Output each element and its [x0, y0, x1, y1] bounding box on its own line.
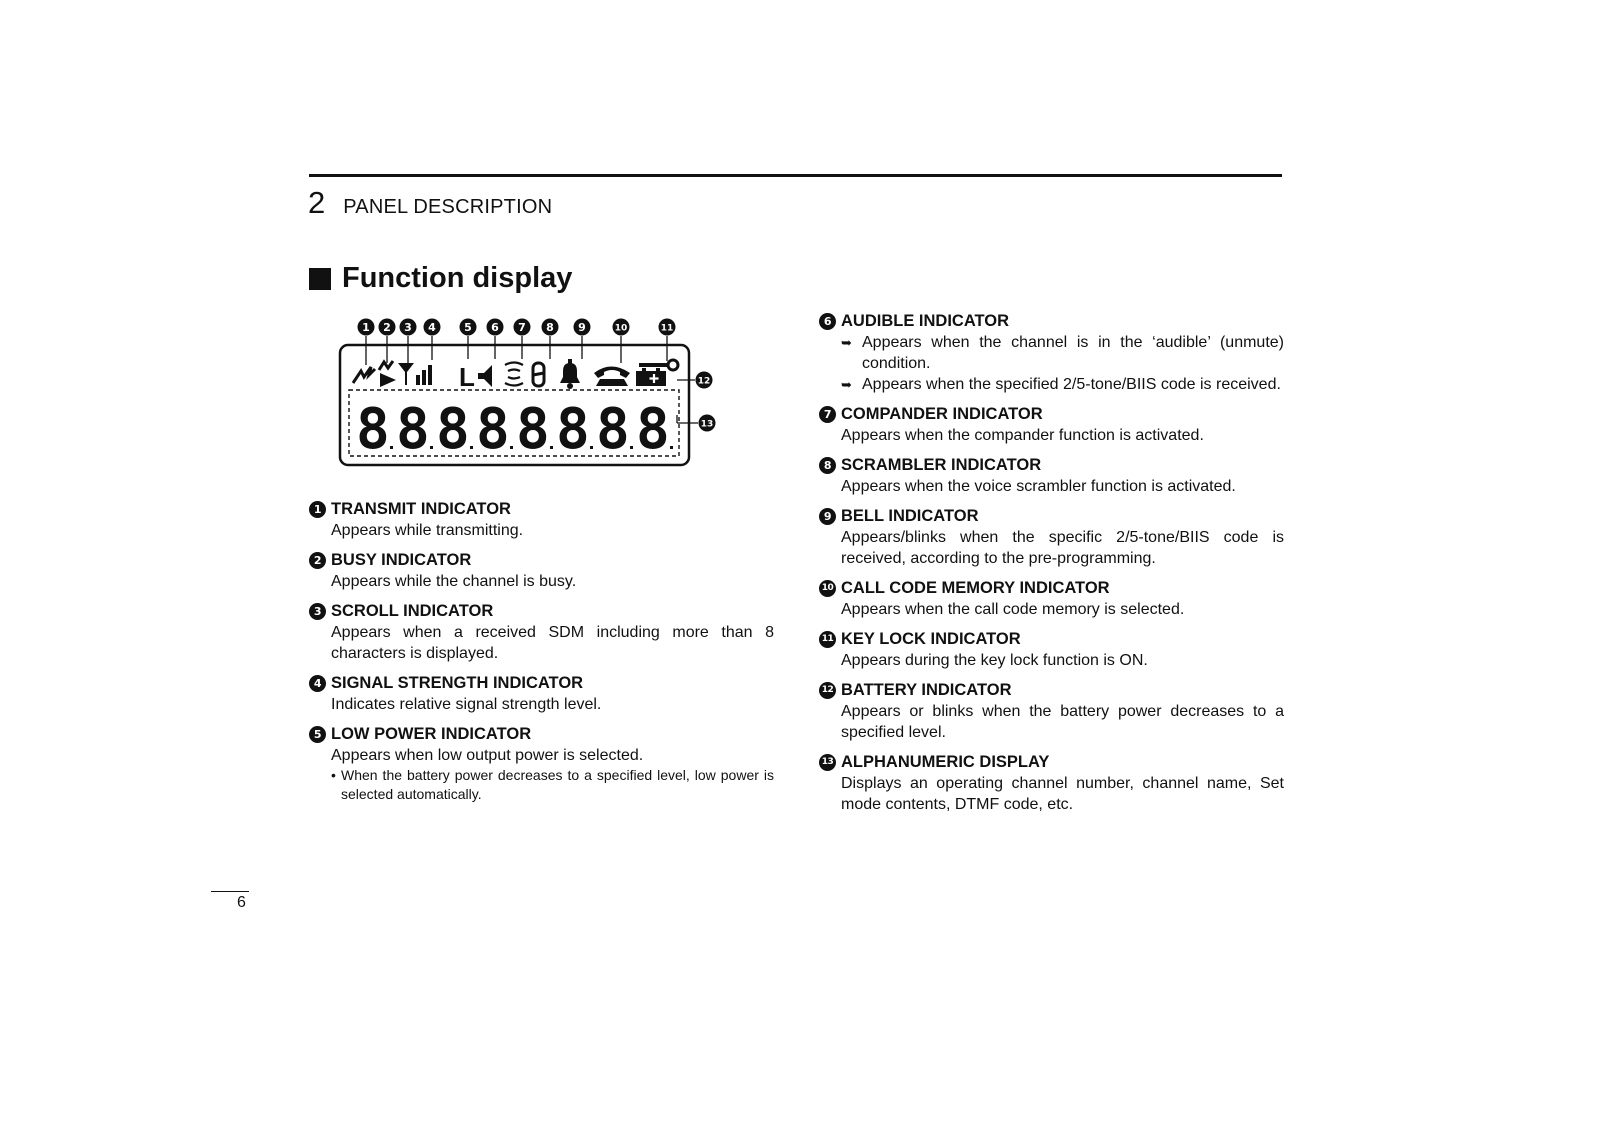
svg-text:10: 10: [614, 323, 628, 334]
item-description: Appears or blinks when the battery power decreases to a specified level.: [841, 703, 1284, 741]
left-column: [309, 499, 774, 813]
speaker-icon: [478, 365, 492, 387]
svg-text:9: 9: [578, 321, 586, 334]
section-heading: [309, 262, 572, 295]
item-number-badge: 7: [819, 406, 836, 423]
svg-text:7: 7: [518, 321, 526, 334]
transmit-icon: [353, 367, 375, 383]
callout-10: [613, 319, 630, 336]
item-title: TRANSMIT INDICATOR: [331, 500, 511, 518]
indicator-item: [819, 578, 1284, 620]
page-number-rule: [211, 891, 249, 892]
svg-text:12: 12: [697, 376, 711, 387]
item-number-badge: 3: [309, 603, 326, 620]
item-description: Displays an operating channel number, channel name, Set mode contents, DTMF code, etc.: [841, 775, 1284, 813]
bullet-text: Appears when the specified 2/5-tone/BIIS code is received.: [862, 376, 1281, 393]
svg-text:4: 4: [428, 321, 436, 334]
chapter-heading: [308, 185, 552, 221]
svg-text:13: 13: [700, 419, 714, 430]
item-number-badge: 1: [309, 501, 326, 518]
callout-3: [400, 319, 417, 336]
item-description: Appears when the voice scrambler function is activated.: [841, 478, 1236, 495]
call-code-memory-icon: [594, 367, 630, 387]
item-number-badge: 2: [309, 552, 326, 569]
scroll-icon: [380, 373, 396, 387]
indicator-item: [819, 455, 1284, 497]
scrambler-icon: [533, 363, 544, 386]
callout-2: [379, 319, 396, 336]
bullet-line: [841, 374, 1284, 395]
chapter-number: 2: [308, 185, 326, 220]
segment-digit: 8: [396, 397, 430, 462]
arrow-bullet-icon: ➥: [841, 335, 852, 350]
segment-digits: [356, 397, 670, 462]
item-number-badge: 9: [819, 508, 836, 525]
segment-digit: 8: [356, 397, 390, 462]
callout-6: [487, 319, 504, 336]
svg-text:1: 1: [362, 321, 370, 334]
item-title: CALL CODE MEMORY INDICATOR: [841, 579, 1110, 597]
item-title: SCRAMBLER INDICATOR: [841, 456, 1042, 474]
indicator-item: [309, 673, 774, 715]
segment-digit: 8: [436, 397, 470, 462]
segment-digit: 8: [516, 397, 550, 462]
item-title: KEY LOCK INDICATOR: [841, 630, 1021, 648]
item-number-badge: 13: [819, 754, 836, 771]
battery-icon: [636, 368, 666, 386]
callout-13: [699, 415, 716, 432]
item-title: COMPANDER INDICATOR: [841, 405, 1043, 423]
item-title: SIGNAL STRENGTH INDICATOR: [331, 674, 584, 692]
item-title: BUSY INDICATOR: [331, 551, 472, 569]
indicator-item: [819, 752, 1284, 815]
segment-digit: 8: [476, 397, 510, 462]
chapter-title: PANEL DESCRIPTION: [343, 196, 553, 218]
item-title: LOW POWER INDICATOR: [331, 725, 532, 743]
svg-text:8: 8: [546, 321, 554, 334]
bullet-text: Appears when the channel is in the ‘audible’ (unmute) condition.: [862, 334, 1284, 372]
callout-4: [424, 319, 441, 336]
item-title: AUDIBLE INDICATOR: [841, 312, 1010, 330]
indicator-item: [819, 311, 1284, 395]
bullet-line: [841, 332, 1284, 374]
callout-5: [460, 319, 477, 336]
callout-12: [696, 372, 713, 389]
item-number-badge: 5: [309, 726, 326, 743]
item-title: SCROLL INDICATOR: [331, 602, 494, 620]
item-number-badge: 8: [819, 457, 836, 474]
callout-7: [514, 319, 531, 336]
low-power-icon: L: [459, 362, 475, 392]
indicator-item: [309, 724, 774, 804]
svg-text:2: 2: [383, 321, 391, 334]
item-note: [331, 766, 774, 804]
svg-text:11: 11: [660, 323, 674, 334]
item-description: Appears while the channel is busy.: [331, 573, 577, 590]
item-title: BELL INDICATOR: [841, 507, 979, 525]
bullet-dot-icon: •: [331, 767, 336, 783]
callout-9: [574, 319, 591, 336]
item-number-badge: 6: [819, 313, 836, 330]
arrow-bullet-icon: ➥: [841, 377, 852, 392]
item-number-badge: 4: [309, 675, 326, 692]
segment-digit: 8: [556, 397, 590, 462]
indicator-item: [819, 404, 1284, 446]
item-number-badge: 10: [819, 580, 836, 597]
item-description: Indicates relative signal strength level.: [331, 696, 602, 713]
square-bullet-icon: [309, 268, 331, 290]
signal-strength-icon: [398, 363, 432, 385]
page-number: 6: [237, 894, 246, 911]
svg-text:3: 3: [404, 321, 412, 334]
item-number-badge: 12: [819, 682, 836, 699]
item-title: ALPHANUMERIC DISPLAY: [841, 753, 1050, 771]
top-rule: [309, 174, 1282, 177]
indicator-item: [819, 506, 1284, 569]
section-title: Function display: [342, 262, 573, 294]
callout-8: [542, 319, 559, 336]
item-description: Appears/blinks when the specific 2/5-tone/BIIS code is received, according to the pre-programming.: [841, 529, 1284, 567]
callout-1: [358, 319, 375, 336]
compander-icon: [505, 363, 523, 386]
indicator-item: [819, 629, 1284, 671]
item-description: Appears when a received SDM including more than 8 characters is displayed.: [331, 624, 774, 662]
indicator-item: [309, 499, 774, 541]
item-description: Appears during the key lock function is ON.: [841, 652, 1148, 669]
note-text: When the battery power decreases to a specified level, low power is selected automatically.: [341, 767, 774, 802]
indicator-item: [819, 680, 1284, 743]
indicator-item: [309, 550, 774, 592]
right-column: [819, 311, 1284, 824]
callout-11: [659, 319, 676, 336]
segment-digit: 8: [596, 397, 630, 462]
segment-digit: 8: [636, 397, 670, 462]
function-display-figure: [336, 315, 736, 480]
item-description: Appears while transmitting.: [331, 522, 524, 539]
item-number-badge: 11: [819, 631, 836, 648]
bell-icon: [560, 359, 580, 389]
svg-text:5: 5: [464, 321, 472, 334]
item-title: BATTERY INDICATOR: [841, 681, 1012, 699]
svg-text:6: 6: [491, 321, 499, 334]
busy-icon: [379, 361, 393, 370]
item-description: Appears when the call code memory is selected.: [841, 601, 1185, 618]
item-description: Appears when low output power is selected.: [331, 747, 644, 764]
indicator-item: [309, 601, 774, 664]
item-description: Appears when the compander function is activated.: [841, 427, 1204, 444]
